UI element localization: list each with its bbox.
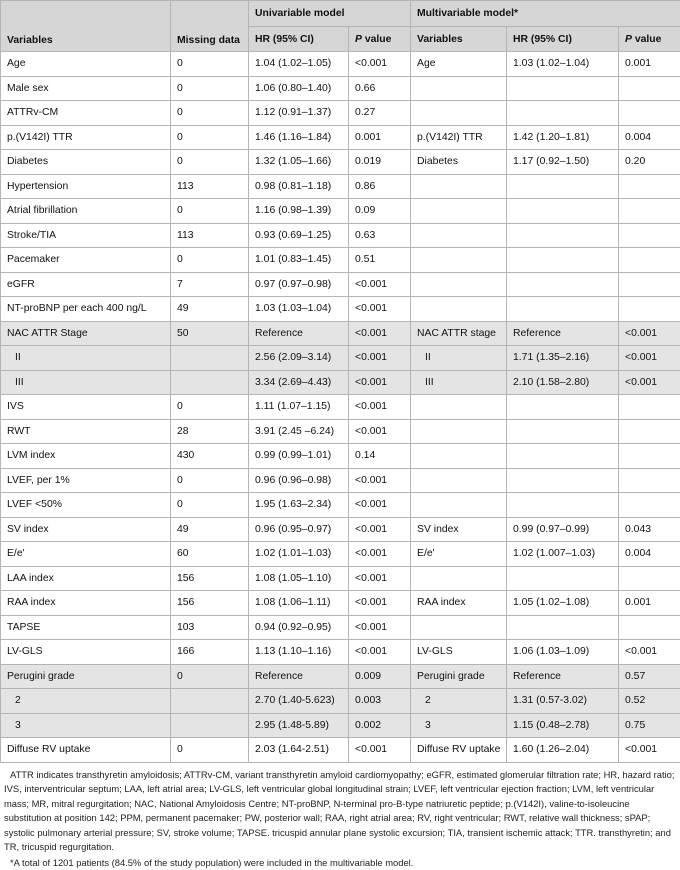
cell-uni-p: <0.001: [349, 566, 411, 591]
cell-missing-data: 0: [171, 395, 249, 420]
cell-multi-variable: [411, 297, 507, 322]
cell-variable: E/e': [1, 542, 171, 567]
cell-missing-data: 113: [171, 174, 249, 199]
cell-multi-variable: II: [411, 346, 507, 371]
cell-uni-p: <0.001: [349, 370, 411, 395]
cell-multi-variable: [411, 493, 507, 518]
cell-multi-hr: [507, 615, 619, 640]
cell-multi-variable: [411, 199, 507, 224]
cell-multi-hr: [507, 419, 619, 444]
cell-multi-p: [619, 199, 680, 224]
cell-multi-variable: [411, 76, 507, 101]
cell-multi-p: 0.57: [619, 664, 680, 689]
p-italic: P: [625, 34, 632, 45]
cell-missing-data: 49: [171, 517, 249, 542]
cell-multi-variable: [411, 174, 507, 199]
p-italic: P: [355, 34, 362, 45]
table-row: [1, 272, 680, 297]
cell-multi-hr: [507, 468, 619, 493]
cell-variable: 3: [1, 713, 171, 738]
cell-multi-p: 0.001: [619, 52, 680, 77]
table-row: [1, 689, 680, 714]
cell-missing-data: 0: [171, 125, 249, 150]
table-row: [1, 738, 680, 763]
cell-variable: SV index: [1, 517, 171, 542]
table-row: [1, 566, 680, 591]
cell-uni-p: <0.001: [349, 346, 411, 371]
cell-variable: RWT: [1, 419, 171, 444]
cell-multi-p: [619, 272, 680, 297]
cell-missing-data: 0: [171, 101, 249, 126]
cell-uni-p: <0.001: [349, 542, 411, 567]
cell-multi-hr: 2.10 (1.58–2.80): [507, 370, 619, 395]
header-univariable-model: Univariable model: [249, 1, 411, 27]
cell-multi-p: [619, 174, 680, 199]
cell-uni-hr: 0.96 (0.96–0.98): [249, 468, 349, 493]
cell-multi-variable: [411, 101, 507, 126]
cell-multi-p: [619, 615, 680, 640]
cell-multi-p: [619, 297, 680, 322]
header-multi-variables: Variables: [411, 27, 507, 52]
cell-variable: Perugini grade: [1, 664, 171, 689]
cell-missing-data: 0: [171, 664, 249, 689]
cell-uni-p: <0.001: [349, 640, 411, 665]
cell-multi-variable: 2: [411, 689, 507, 714]
table-body: [1, 52, 680, 763]
cell-missing-data: 430: [171, 444, 249, 469]
cell-uni-p: <0.001: [349, 297, 411, 322]
cell-uni-p: <0.001: [349, 52, 411, 77]
cell-missing-data: [171, 713, 249, 738]
cell-uni-hr: 1.11 (1.07–1.15): [249, 395, 349, 420]
cell-uni-hr: 2.56 (2.09–3.14): [249, 346, 349, 371]
cell-multi-p: 0.004: [619, 542, 680, 567]
cell-multi-variable: [411, 419, 507, 444]
cell-multi-p: [619, 468, 680, 493]
cell-multi-hr: 0.99 (0.97–0.99): [507, 517, 619, 542]
cell-uni-p: 0.009: [349, 664, 411, 689]
table-row: [1, 419, 680, 444]
cell-multi-p: [619, 493, 680, 518]
cell-multi-hr: [507, 272, 619, 297]
cell-multi-p: <0.001: [619, 738, 680, 763]
cell-multi-p: [619, 444, 680, 469]
cell-uni-p: <0.001: [349, 493, 411, 518]
cell-multi-hr: Reference: [507, 664, 619, 689]
cell-multi-hr: 1.03 (1.02–1.04): [507, 52, 619, 77]
cell-uni-hr: 2.95 (1.48-5.89): [249, 713, 349, 738]
cell-variable: Diffuse RV uptake: [1, 738, 171, 763]
table-row: [1, 174, 680, 199]
p-suffix: value: [362, 34, 391, 45]
cell-multi-p: <0.001: [619, 640, 680, 665]
cell-variable: Diabetes: [1, 150, 171, 175]
cell-multi-p: [619, 566, 680, 591]
cell-uni-hr: 1.08 (1.05–1.10): [249, 566, 349, 591]
cell-missing-data: 7: [171, 272, 249, 297]
cell-uni-p: 0.001: [349, 125, 411, 150]
cell-multi-hr: [507, 444, 619, 469]
cell-uni-hr: 0.96 (0.95–0.97): [249, 517, 349, 542]
cell-missing-data: 50: [171, 321, 249, 346]
cell-multi-variable: [411, 272, 507, 297]
cell-uni-hr: Reference: [249, 321, 349, 346]
table-row: [1, 125, 680, 150]
cell-uni-p: 0.14: [349, 444, 411, 469]
cell-variable: III: [1, 370, 171, 395]
cell-multi-hr: [507, 566, 619, 591]
cell-variable: ATTRv-CM: [1, 101, 171, 126]
cell-uni-hr: 3.91 (2.45 –6.24): [249, 419, 349, 444]
cell-uni-hr: 1.46 (1.16–1.84): [249, 125, 349, 150]
cell-uni-p: <0.001: [349, 321, 411, 346]
cell-uni-hr: 0.93 (0.69–1.25): [249, 223, 349, 248]
cell-multi-p: [619, 76, 680, 101]
cell-multi-hr: 1.60 (1.26–2.04): [507, 738, 619, 763]
cell-uni-hr: 1.01 (0.83–1.45): [249, 248, 349, 273]
cell-missing-data: 166: [171, 640, 249, 665]
cell-multi-variable: SV index: [411, 517, 507, 542]
cell-multi-hr: 1.06 (1.03–1.09): [507, 640, 619, 665]
cell-variable: Age: [1, 52, 171, 77]
cell-multi-variable: p.(V142I) TTR: [411, 125, 507, 150]
cell-multi-variable: Perugini grade: [411, 664, 507, 689]
cell-uni-hr: 3.34 (2.69–4.43): [249, 370, 349, 395]
cell-uni-hr: 1.16 (0.98–1.39): [249, 199, 349, 224]
cell-multi-hr: 1.02 (1.007–1.03): [507, 542, 619, 567]
cell-missing-data: 103: [171, 615, 249, 640]
table-row: [1, 395, 680, 420]
cell-multi-p: 0.52: [619, 689, 680, 714]
table-row: [1, 591, 680, 616]
cell-uni-hr: Reference: [249, 664, 349, 689]
table-header: [1, 1, 680, 52]
cell-multi-variable: Diabetes: [411, 150, 507, 175]
cell-missing-data: 28: [171, 419, 249, 444]
table-row: [1, 76, 680, 101]
cell-multi-variable: III: [411, 370, 507, 395]
table-row: [1, 346, 680, 371]
cell-multi-hr: 1.71 (1.35–2.16): [507, 346, 619, 371]
cell-multi-variable: [411, 248, 507, 273]
header-multi-hr: HR (95% CI): [507, 27, 619, 52]
cell-variable: LVM index: [1, 444, 171, 469]
header-row-groups: [1, 1, 680, 27]
cell-multi-hr: [507, 101, 619, 126]
cell-uni-hr: 1.08 (1.06–1.11): [249, 591, 349, 616]
cell-variable: NT-proBNP per each 400 ng/L: [1, 297, 171, 322]
cell-variable: p.(V142I) TTR: [1, 125, 171, 150]
cell-missing-data: 49: [171, 297, 249, 322]
abbreviations-note: ATTR indicates transthyretin amyloidosis; ATTRv-CM, variant transthyretin amyloid cardiomyopathy; eGFR, estimated glomerular filtration rate; HR, hazard ratio; IVS, interventricular septum; LAA, left atrial area; LV-GLS, left ventricular global longitudinal strain; LVEF, left ventricular ejection fraction; LVM, left ventricular mass; MR, mitral regurgitation; NAC, National Amyloidosis Centre; NT-proBNP, N-terminal pro-B-type natriuretic peptide; p.(V142I), valine-to-isoleucine substitution at position 142; PPM, permanent pacemaker; PW, posterior wall; RAA, right atrial area; RV, right ventricular; RWT, relative wall thickness; sPAP; systolic pulmonary arterial pressure; SV, stroke volume; TAPSE. tricuspid annular plane systolic excursion; TIA, transient ischemic attack; TTR. transthyretin; and TR, tricuspid regurgitation.: [4, 768, 676, 855]
cell-uni-p: 0.86: [349, 174, 411, 199]
cell-uni-hr: 2.03 (1.64-2.51): [249, 738, 349, 763]
cell-multi-variable: E/e': [411, 542, 507, 567]
table-row: [1, 297, 680, 322]
cell-multi-hr: [507, 76, 619, 101]
cell-uni-p: 0.27: [349, 101, 411, 126]
cell-multi-hr: Reference: [507, 321, 619, 346]
table-row: [1, 542, 680, 567]
cell-multi-variable: [411, 395, 507, 420]
cell-uni-hr: 1.12 (0.91–1.37): [249, 101, 349, 126]
cell-variable: LVEF, per 1%: [1, 468, 171, 493]
cell-uni-p: 0.09: [349, 199, 411, 224]
cell-variable: II: [1, 346, 171, 371]
cell-uni-hr: 0.97 (0.97–0.98): [249, 272, 349, 297]
cell-missing-data: 0: [171, 468, 249, 493]
cell-multi-hr: [507, 223, 619, 248]
cell-multi-variable: [411, 223, 507, 248]
table-row: [1, 615, 680, 640]
cell-uni-hr: 1.13 (1.10–1.16): [249, 640, 349, 665]
cell-multi-hr: 1.42 (1.20–1.81): [507, 125, 619, 150]
cell-uni-hr: 1.02 (1.01–1.03): [249, 542, 349, 567]
cell-multi-variable: [411, 566, 507, 591]
cell-multi-hr: [507, 248, 619, 273]
cell-uni-p: <0.001: [349, 615, 411, 640]
cell-multi-variable: [411, 468, 507, 493]
cell-multi-p: [619, 395, 680, 420]
cell-missing-data: 0: [171, 52, 249, 77]
cell-variable: LVEF <50%: [1, 493, 171, 518]
cell-variable: Stroke/TIA: [1, 223, 171, 248]
cell-uni-p: 0.63: [349, 223, 411, 248]
cell-missing-data: 0: [171, 248, 249, 273]
table-row: [1, 223, 680, 248]
table-row: [1, 640, 680, 665]
cell-multi-hr: [507, 297, 619, 322]
header-multivariable-model: Multivariable model*: [411, 1, 680, 27]
header-uni-p-value: [349, 27, 411, 52]
cell-multi-p: [619, 248, 680, 273]
cell-uni-p: 0.66: [349, 76, 411, 101]
cell-uni-p: 0.003: [349, 689, 411, 714]
cell-uni-hr: 1.06 (0.80–1.40): [249, 76, 349, 101]
cell-multi-hr: 1.31 (0.57-3.02): [507, 689, 619, 714]
cell-missing-data: 0: [171, 199, 249, 224]
cell-multi-hr: 1.15 (0.48–2.78): [507, 713, 619, 738]
header-missing-data: Missing data: [171, 1, 249, 52]
cell-missing-data: [171, 689, 249, 714]
cell-multi-p: 0.001: [619, 591, 680, 616]
table-row: [1, 713, 680, 738]
cell-uni-p: 0.002: [349, 713, 411, 738]
p-suffix: value: [632, 34, 661, 45]
cell-multi-p: <0.001: [619, 346, 680, 371]
cell-multi-variable: 3: [411, 713, 507, 738]
cell-uni-p: <0.001: [349, 395, 411, 420]
cell-multi-hr: [507, 493, 619, 518]
cell-multi-p: 0.043: [619, 517, 680, 542]
header-multi-p-value: [619, 27, 680, 52]
cell-variable: LAA index: [1, 566, 171, 591]
cell-multi-p: 0.004: [619, 125, 680, 150]
cell-multi-variable: Age: [411, 52, 507, 77]
cell-multi-hr: [507, 174, 619, 199]
cell-uni-hr: 0.98 (0.81–1.18): [249, 174, 349, 199]
table-row: [1, 321, 680, 346]
cell-multi-p: 0.20: [619, 150, 680, 175]
cell-missing-data: 0: [171, 493, 249, 518]
table-row: [1, 468, 680, 493]
cell-missing-data: 156: [171, 566, 249, 591]
cell-variable: Hypertension: [1, 174, 171, 199]
cell-uni-hr: 1.32 (1.05–1.66): [249, 150, 349, 175]
cell-uni-p: 0.51: [349, 248, 411, 273]
cell-variable: RAA index: [1, 591, 171, 616]
header-uni-hr: HR (95% CI): [249, 27, 349, 52]
cell-variable: 2: [1, 689, 171, 714]
cell-multi-variable: NAC ATTR stage: [411, 321, 507, 346]
cell-variable: eGFR: [1, 272, 171, 297]
cell-variable: Atrial fibrillation: [1, 199, 171, 224]
cell-multi-variable: RAA index: [411, 591, 507, 616]
cell-multi-hr: [507, 199, 619, 224]
table-row: [1, 199, 680, 224]
header-variables: Variables: [1, 1, 171, 52]
cell-missing-data: 0: [171, 738, 249, 763]
cell-missing-data: 156: [171, 591, 249, 616]
cell-multi-hr: [507, 395, 619, 420]
cell-uni-p: <0.001: [349, 738, 411, 763]
cell-variable: Pacemaker: [1, 248, 171, 273]
cell-uni-p: <0.001: [349, 591, 411, 616]
cell-multi-variable: [411, 444, 507, 469]
cell-variable: Male sex: [1, 76, 171, 101]
table-row: [1, 101, 680, 126]
cell-uni-hr: 1.03 (1.03–1.04): [249, 297, 349, 322]
cell-uni-p: <0.001: [349, 419, 411, 444]
cell-missing-data: 0: [171, 76, 249, 101]
cell-uni-hr: 1.04 (1.02–1.05): [249, 52, 349, 77]
cell-multi-hr: 1.05 (1.02–1.08): [507, 591, 619, 616]
table-row: [1, 517, 680, 542]
cell-uni-p: <0.001: [349, 272, 411, 297]
cell-multi-p: [619, 101, 680, 126]
cell-multi-variable: LV-GLS: [411, 640, 507, 665]
cell-uni-hr: 2.70 (1.40-5.623): [249, 689, 349, 714]
cell-uni-hr: 0.94 (0.92–0.95): [249, 615, 349, 640]
cell-uni-p: <0.001: [349, 517, 411, 542]
cell-multi-p: [619, 419, 680, 444]
cell-variable: LV-GLS: [1, 640, 171, 665]
cell-variable: NAC ATTR Stage: [1, 321, 171, 346]
cell-multi-p: 0.75: [619, 713, 680, 738]
cell-missing-data: 113: [171, 223, 249, 248]
cell-multi-p: <0.001: [619, 370, 680, 395]
table-row: [1, 150, 680, 175]
cell-missing-data: [171, 370, 249, 395]
cell-uni-p: 0.019: [349, 150, 411, 175]
cell-multi-variable: Diffuse RV uptake: [411, 738, 507, 763]
cell-uni-p: <0.001: [349, 468, 411, 493]
multivariable-footnote: *A total of 1201 patients (84.5% of the study population) were included in the multivariable model.: [4, 856, 676, 870]
cell-variable: IVS: [1, 395, 171, 420]
cell-missing-data: 60: [171, 542, 249, 567]
cell-multi-p: [619, 223, 680, 248]
cell-variable: TAPSE: [1, 615, 171, 640]
table-footnotes: [0, 763, 680, 870]
cell-missing-data: 0: [171, 150, 249, 175]
table-row: [1, 52, 680, 77]
cell-uni-hr: 0.99 (0.99–1.01): [249, 444, 349, 469]
table-row: [1, 493, 680, 518]
cell-multi-hr: 1.17 (0.92–1.50): [507, 150, 619, 175]
table-row: [1, 370, 680, 395]
cell-multi-variable: [411, 615, 507, 640]
cell-uni-hr: 1.95 (1.63–2.34): [249, 493, 349, 518]
cell-multi-p: <0.001: [619, 321, 680, 346]
table-row: [1, 444, 680, 469]
cell-missing-data: [171, 346, 249, 371]
table-row: [1, 664, 680, 689]
table-row: [1, 248, 680, 273]
